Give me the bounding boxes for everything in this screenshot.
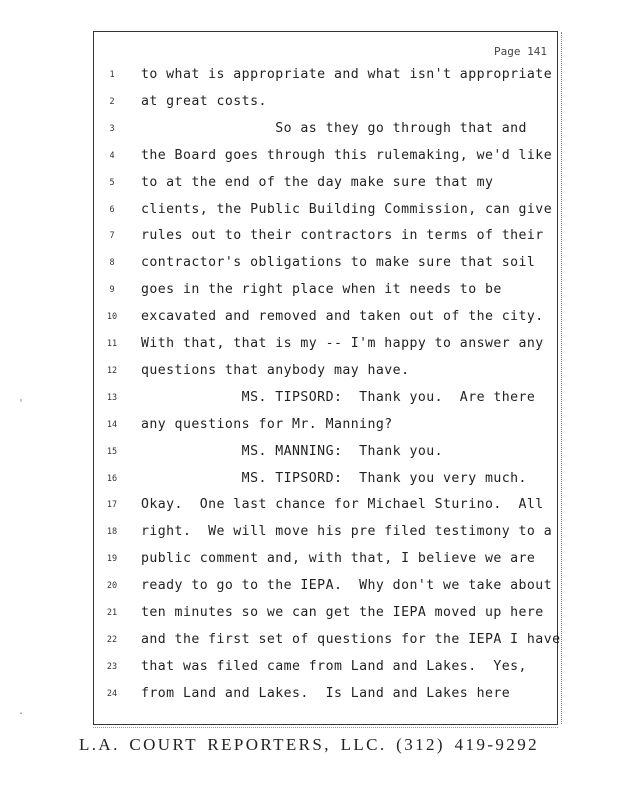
transcript-line: ten minutes so we can get the IEPA moved up here [141,605,544,620]
line-number: 15 [106,446,118,457]
transcript-line: contractor's obligations to make sure that soil [141,255,536,271]
line-number: 20 [106,581,118,592]
transcript-line: questions that anybody may have. [141,362,410,378]
transcript-line: right. We will move his pre filed testimony to a [141,524,553,540]
margin-mark: ' [18,398,25,409]
margin-mark: . [18,706,25,717]
line-number: 1 [109,70,115,80]
line-number: 8 [109,258,115,269]
transcript-line: any questions for Mr. Manning? [141,416,393,432]
transcript-line: to at the end of the day make sure that my [141,174,494,190]
transcript-line: goes in the right place when it needs to be [141,282,502,298]
page-number: Page 141 [494,45,547,58]
transcript-line: from Land and Lakes. Is Land and Lakes here [141,685,511,701]
transcript-line: that was filed came from Land and Lakes. Yes, [141,658,527,674]
transcript-line: excavated and removed and taken out of the city. [141,309,544,325]
bottom-divider [93,727,558,728]
line-number: 10 [106,312,118,323]
line-number: 7 [109,231,115,242]
transcript-line: rules out to their contractors in terms of their [141,228,544,244]
line-number: 14 [106,419,118,430]
line-number: 21 [106,608,118,618]
transcript-line: With that, that is my -- I'm happy to answer any [141,336,544,351]
transcript-page [93,31,561,725]
transcript-line: the Board goes through this rulemaking, we'd like [141,147,553,163]
line-number: 23 [106,661,118,672]
line-number: 4 [109,150,115,161]
line-number: 17 [106,500,118,511]
line-number: 9 [109,285,115,296]
line-number: 12 [106,365,118,376]
transcript-line: MS. MANNING: Thank you. [141,443,444,459]
transcript-line: MS. TIPSORD: Thank you. Are there [141,389,536,405]
transcript-line: at great costs. [141,93,267,109]
transcript-line: to what is appropriate and what isn't appropriate [141,67,553,82]
transcript-line: public comment and, with that, I believe we are [141,551,536,567]
line-number: 19 [106,554,118,565]
line-number: 6 [109,204,115,215]
transcript-line: clients, the Public Building Commission, can give [141,201,553,217]
transcript-line: ready to go to the IEPA. Why don't we take about [141,578,553,594]
line-number: 2 [109,96,115,107]
line-number: 24 [106,688,118,699]
line-number: 3 [109,123,115,134]
line-number: 16 [106,473,118,484]
transcript-line: Okay. One last chance for Michael Sturino. All [141,497,544,513]
transcript-line: MS. TIPSORD: Thank you very much. [141,470,527,486]
line-number: 5 [109,177,115,188]
transcript-line: So as they go through that and [141,120,527,136]
court-reporter-footer: L.A. COURT REPORTERS, LLC. (312) 419-9292 [78,735,540,754]
transcript-line: and the first set of questions for the IEPA I have [141,631,561,647]
line-number: 22 [106,634,118,645]
line-number: 18 [106,527,118,538]
line-number: 13 [106,392,118,403]
line-number: 11 [106,339,118,349]
